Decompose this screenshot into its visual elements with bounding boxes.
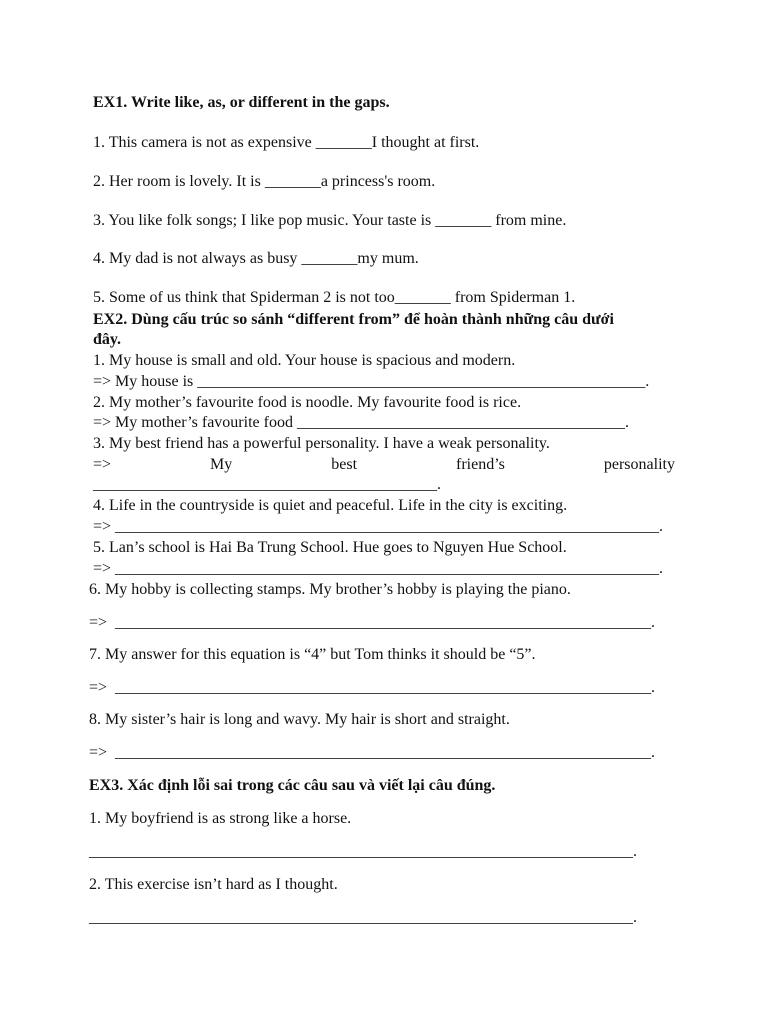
ex2-question-8: 8. My sister’s hair is long and wavy. My hair is short and straight. bbox=[89, 711, 510, 728]
ex2-answer-4[interactable]: => ____________________________________________________________________. bbox=[93, 518, 664, 535]
ex2-answer-1[interactable]: => My house is ________________________________________________________. bbox=[93, 373, 650, 390]
ex2-answer-5[interactable]: => ____________________________________________________________________. bbox=[93, 560, 664, 577]
ex2-answer-2[interactable]: => My mother’s favourite food _________________________________________. bbox=[93, 414, 629, 431]
ex3-question-1: 1. My boyfriend is as strong like a horse. bbox=[89, 810, 352, 827]
word: personality bbox=[603, 456, 675, 473]
ex2-title-line-1: EX2. Dùng cấu trúc so sánh “different from” để hoàn thành những câu dưới bbox=[93, 311, 614, 328]
word: => bbox=[93, 456, 112, 473]
ex1-item-1: 1. This camera is not as expensive _______I thought at first. bbox=[93, 134, 480, 151]
ex2-question-1: 1. My house is small and old. Your house is spacious and modern. bbox=[93, 352, 516, 369]
ex2-answer-3-line-1[interactable] bbox=[93, 456, 675, 474]
ex2-answer-6[interactable]: => ___________________________________________________________________. bbox=[89, 614, 656, 631]
ex1-item-2: 2. Her room is lovely. It is _______a princess's room. bbox=[93, 173, 436, 190]
word: My bbox=[210, 456, 233, 473]
ex3-answer-1[interactable]: ____________________________________________________________________. bbox=[89, 843, 637, 860]
ex3-question-2: 2. This exercise isn’t hard as I thought. bbox=[89, 876, 338, 893]
ex2-question-5: 5. Lan’s school is Hai Ba Trung School. Hue goes to Nguyen Hue School. bbox=[93, 539, 567, 556]
ex2-answer-3-line-2[interactable]: ___________________________________________. bbox=[93, 476, 441, 493]
ex3-answer-2[interactable]: ____________________________________________________________________. bbox=[89, 909, 637, 926]
word: best bbox=[331, 456, 358, 473]
ex2-question-3: 3. My best friend has a powerful personality. I have a weak personality. bbox=[93, 435, 550, 452]
ex2-title-line-2: đây. bbox=[93, 331, 122, 348]
ex1-item-3: 3. You like folk songs; I like pop music. Your taste is _______ from mine. bbox=[93, 212, 567, 229]
ex2-answer-7[interactable]: => ___________________________________________________________________. bbox=[89, 679, 656, 696]
ex2-question-6: 6. My hobby is collecting stamps. My brother’s hobby is playing the piano. bbox=[89, 581, 571, 598]
ex2-question-2: 2. My mother’s favourite food is noodle. My favourite food is rice. bbox=[93, 394, 522, 411]
ex2-question-4: 4. Life in the countryside is quiet and peaceful. Life in the city is exciting. bbox=[93, 497, 568, 514]
ex3-title: EX3. Xác định lỗi sai trong các câu sau và viết lại câu đúng. bbox=[89, 777, 496, 794]
ex1-title: EX1. Write like, as, or different in the gaps. bbox=[93, 94, 390, 111]
ex2-question-7: 7. My answer for this equation is “4” but Tom thinks it should be “5”. bbox=[89, 646, 536, 663]
ex2-answer-8[interactable]: => ___________________________________________________________________. bbox=[89, 744, 656, 761]
ex1-item-5: 5. Some of us think that Spiderman 2 is not too_______ from Spiderman 1. bbox=[93, 289, 576, 306]
ex1-item-4: 4. My dad is not always as busy _______my mum. bbox=[93, 250, 419, 267]
word: friend’s bbox=[456, 456, 505, 473]
